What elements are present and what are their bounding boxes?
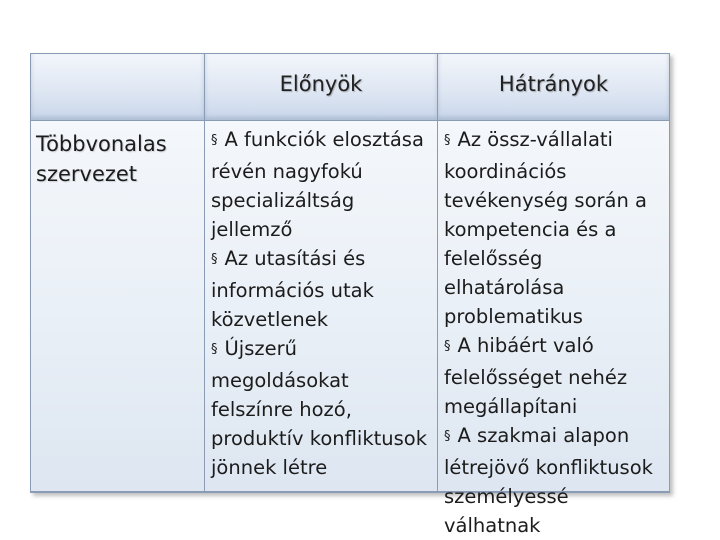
advantages-cell <box>205 121 437 491</box>
bullet-icon: § <box>444 133 451 148</box>
row-label: Többvonalas szervezet <box>36 132 167 186</box>
disadvantage-text: Az össz-vállalati koordinációs tevékenység során a kompetencia és a felelősség elhatárolása problematikus <box>444 128 647 328</box>
header-disadvantages-label: Hátrányok <box>498 72 609 96</box>
advantage-text: A funkciók elosztása révén nagyfokú specializáltság jellemző <box>211 128 424 241</box>
header-empty-cell <box>31 54 204 120</box>
header-disadvantages <box>438 54 669 120</box>
advantage-item <box>211 244 431 334</box>
disadvantages-cell <box>438 121 669 537</box>
bullet-icon: § <box>444 339 451 354</box>
disadvantage-item <box>444 421 663 540</box>
advantage-item <box>211 334 431 482</box>
bullet-icon: § <box>211 252 218 267</box>
disadvantage-item <box>444 331 663 421</box>
disadvantage-text: A hibáért való felelősséget nehéz megállapítani <box>444 334 628 418</box>
disadvantage-text: A szakmai alapon létrejövő konfliktusok személyessé válhatnak <box>444 424 653 537</box>
comparison-table <box>30 53 670 537</box>
advantage-text: Újszerű megoldásokat felszínre hozó, produktív konfliktusok jönnek létre <box>211 337 427 479</box>
disadvantage-item <box>444 125 663 331</box>
bullet-icon: § <box>211 342 218 357</box>
advantage-item <box>211 125 431 244</box>
header-advantages-label: Előnyök <box>279 72 363 96</box>
bullet-icon: § <box>444 429 451 444</box>
advantage-text: Az utasítási és információs utak közvetlenek <box>211 247 374 331</box>
row-label-cell <box>31 121 204 491</box>
header-advantages <box>205 54 437 120</box>
bullet-icon: § <box>211 133 218 148</box>
